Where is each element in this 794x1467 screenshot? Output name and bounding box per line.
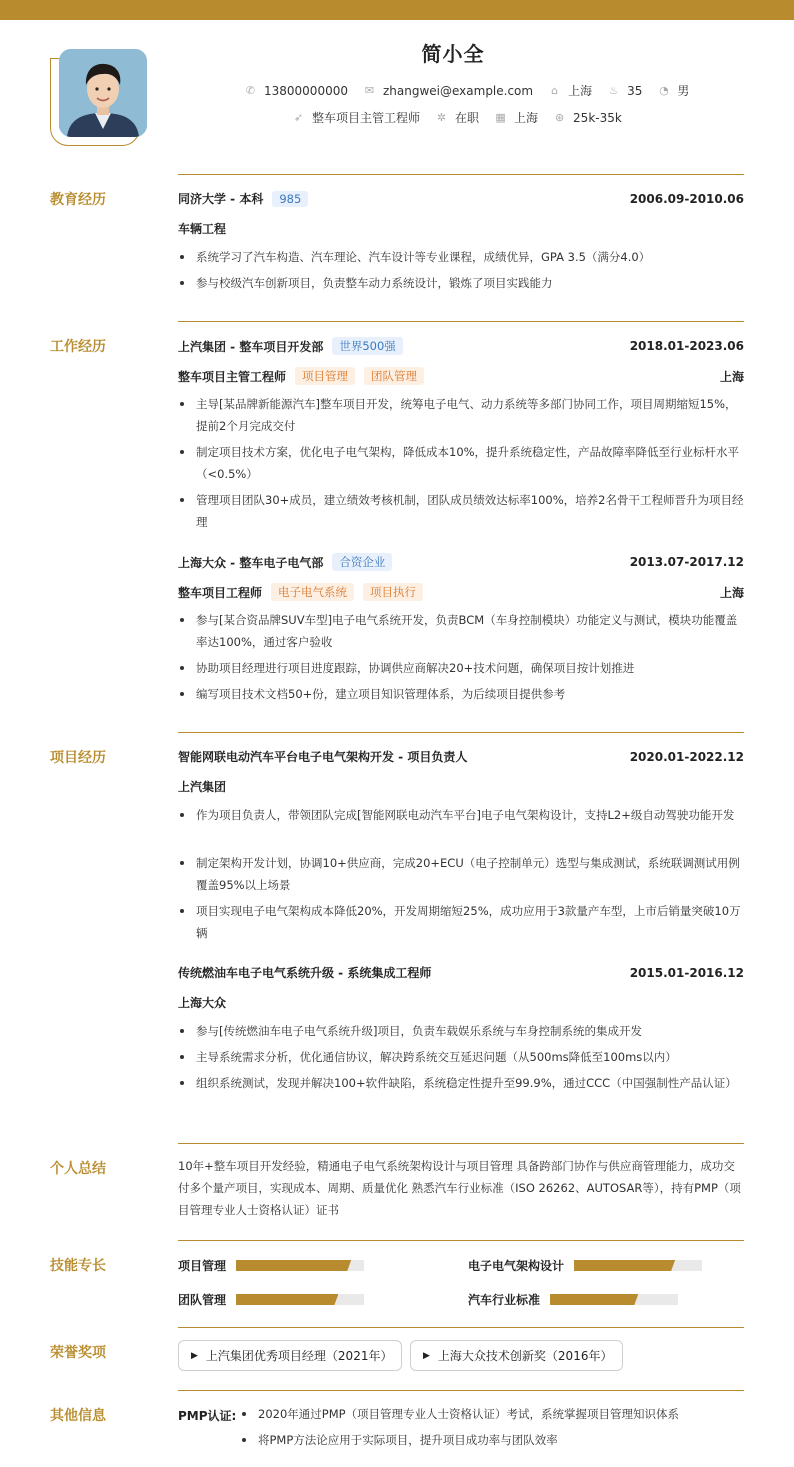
skill-name: 电子电气架构设计 [468,1259,565,1273]
phone-icon: ✆ [245,84,256,97]
email-info: ✉ zhangwei@example.com [364,83,534,98]
skill-item [178,1257,364,1274]
section-title-work: 工作经历 [50,339,106,355]
list-item: 组织系统测试，发现并解决100+软件缺陷，系统稳定性提升至99.9%，通过CCC（中国强制性产品认证） [178,1072,744,1094]
company-name: 上海大众 - 整车电子电气部 [178,555,324,570]
age-info: ♨ 35 [608,83,643,98]
intention-row [293,109,638,126]
project-org: 上海大众 [178,996,227,1010]
project-name: 智能网联电动汽车平台电子电气架构开发 - 项目负责人 [178,750,468,764]
job-city: 上海 [719,369,744,384]
project-org: 上汽集团 [178,780,227,794]
job-role-row [178,367,744,385]
home-icon: ⌂ [551,84,559,97]
send-icon: ➶ [293,111,304,124]
skill-item [178,1291,364,1308]
skill-bar-fill [550,1294,638,1305]
phone-info: ✆ 13800000000 [245,83,348,98]
award-card[interactable] [410,1340,623,1371]
list-item: 制定架构开发计划，协调10+供应商，完成20+ECU（电子控制单元）选型与集成测试，系统联调测试用例覆盖95%以上场景 [178,852,744,896]
list-item: 将PMP方法论应用于实际项目，提升项目成功率与团队效率 [240,1432,558,1448]
skill-bar [236,1294,364,1305]
play-icon: ▶ [423,1350,430,1361]
section-divider [178,321,744,322]
play-icon: ▶ [191,1350,198,1361]
company-name: 上汽集团 - 整车项目开发部 [178,339,324,354]
job-head [178,337,744,355]
skill-item [468,1257,702,1274]
gender-icon: ◔ [659,84,669,97]
role-tag: 项目管理 [295,367,355,385]
skill-bar [550,1294,678,1305]
award-card[interactable] [178,1340,402,1371]
school-name: 同济大学 - 本科 [178,192,264,206]
project-head [178,964,744,981]
skill-bar-fill [236,1294,338,1305]
skill-bar [574,1260,702,1271]
mail-icon: ✉ [364,84,375,97]
list-item: 编写项目技术文档50+份，建立项目知识管理体系，为后续项目提供参考 [178,683,744,705]
job-city: 上海 [719,585,744,600]
section-title-projects: 项目经历 [50,750,106,766]
list-item: 项目实现电子电气架构成本降低20%，开发周期缩短25%，成功应用于3款量产车型，上市后销量突破10万辆 [178,900,744,944]
summary-text: 10年+整车项目开发经验，精通电子电气系统架构设计与项目管理 具备跨部门协作与供应商管理能力，成功交付多个量产项目，实现成本、周期、质量优化 熟悉汽车行业标准（ISO 26262、AUTOSAR等），持有PMP（项目管理专业人士资格认证）证书 [178,1159,741,1217]
project-period: 2020.01-2022.12 [629,749,744,764]
section-divider [178,1240,744,1241]
coin-icon: ⊛ [554,111,565,124]
company-tag: 世界500强 [332,337,402,355]
role-tag: 项目执行 [363,583,423,601]
job-role: 整车项目主管工程师 [178,369,287,384]
skill-name: 项目管理 [178,1259,227,1273]
skill-name: 汽车行业标准 [468,1293,541,1307]
section-divider [178,174,744,175]
list-item: 管理项目团队30+成员，建立绩效考核机制，团队成员绩效达标率100%，培养2名骨干工程师晋升为项目经理 [178,489,744,533]
status-icon: ✲ [436,111,447,124]
education-period: 2006.09-2010.06 [629,191,744,206]
list-item: 主导[某品牌新能源汽车]整车项目开发，统筹电子电气、动力系统等多部门协同工作，项目周期缩短15%，提前2个月完成交付 [178,393,744,437]
building-icon: ▦ [495,111,506,124]
company-tag: 合资企业 [332,553,392,571]
role-tag: 团队管理 [364,367,424,385]
list-item: 作为项目负责人，带领团队完成[智能网联电动汽车平台]电子电气架构设计，支持L2+级自动驾驶功能开发 [178,804,744,826]
section-title-other: 其他信息 [50,1408,106,1424]
skill-name: 团队管理 [178,1293,227,1307]
section-title-skills: 技能专长 [50,1258,106,1274]
list-item: 参与校级汽车创新项目，负责整车动力系统设计，锻炼了项目实践能力 [178,272,744,294]
skill-bar-fill [236,1260,351,1271]
award-label: 上海大众技术创新奖（2016年） [437,1349,613,1363]
job-period: 2018.01-2023.06 [629,339,744,353]
list-item: 协助项目经理进行项目进度跟踪，协调供应商解决20+技术问题，确保项目按计划推进 [178,657,744,679]
job-head [178,553,744,571]
job-role: 整车项目工程师 [178,585,263,600]
education-major: 车辆工程 [178,222,227,236]
section-divider [178,1327,744,1328]
section-divider [178,732,744,733]
section-divider [178,1143,744,1144]
list-item: 制定项目技术方案，优化电子电气架构，降低成本10%，提升系统稳定性，产品故障率降低至行业标杆水平（<0.5%） [178,441,744,485]
skill-bar [236,1260,364,1271]
list-item: 参与[某合资品牌SUV车型]电子电气系统开发，负责BCM（车身控制模块）功能定义与测试，模块功能覆盖率达100%，通过客户验收 [178,609,744,653]
contact-row [245,82,705,99]
candidate-name: 简小全 [421,42,485,66]
job-role-row [178,583,744,601]
school-tag: 985 [272,191,308,207]
city-info: ▦ 上海 [495,111,539,125]
list-item: 参与[传统燃油车电子电气系统升级]项目，负责车载娱乐系统与车身控制系统的集成开发 [178,1020,744,1042]
other-label: PMP认证: [178,1409,237,1423]
location-info: ⌂ 上海 [551,84,593,98]
award-label: 上汽集团优秀项目经理（2021年） [205,1349,393,1363]
cake-icon: ♨ [608,84,619,97]
job-period: 2013.07-2017.12 [629,555,744,569]
position-info: ➶ 整车项目主管工程师 [293,111,421,125]
list-item: 主导系统需求分析，优化通信协议，解决跨系统交互延迟问题（从500ms降低至100ms以内） [178,1046,744,1068]
skill-bar-fill [574,1260,675,1271]
project-head [178,748,744,765]
project-name: 传统燃油车电子电气系统升级 - 系统集成工程师 [178,966,432,980]
list-item: 系统学习了汽车构造、汽车理论、汽车设计等专业课程，成绩优异，GPA 3.5（满分4.0） [178,246,744,268]
gender-info: ◔ 男 [659,84,690,98]
section-divider [178,1390,744,1391]
role-tag: 电子电气系统 [271,583,354,601]
top-accent-bar [0,0,794,20]
skill-item [468,1291,678,1308]
section-title-education: 教育经历 [50,192,106,208]
section-title-honors: 荣誉奖项 [50,1345,106,1361]
section-title-summary: 个人总结 [50,1161,106,1177]
list-item: 2020年通过PMP（项目管理专业人士资格认证）考试，系统掌握项目管理知识体系 [240,1406,679,1422]
project-period: 2015.01-2016.12 [629,965,744,980]
education-head [178,190,744,207]
status-info: ✲ 在职 [436,111,480,125]
salary-info: ⊛ 25k-35k [554,110,622,125]
